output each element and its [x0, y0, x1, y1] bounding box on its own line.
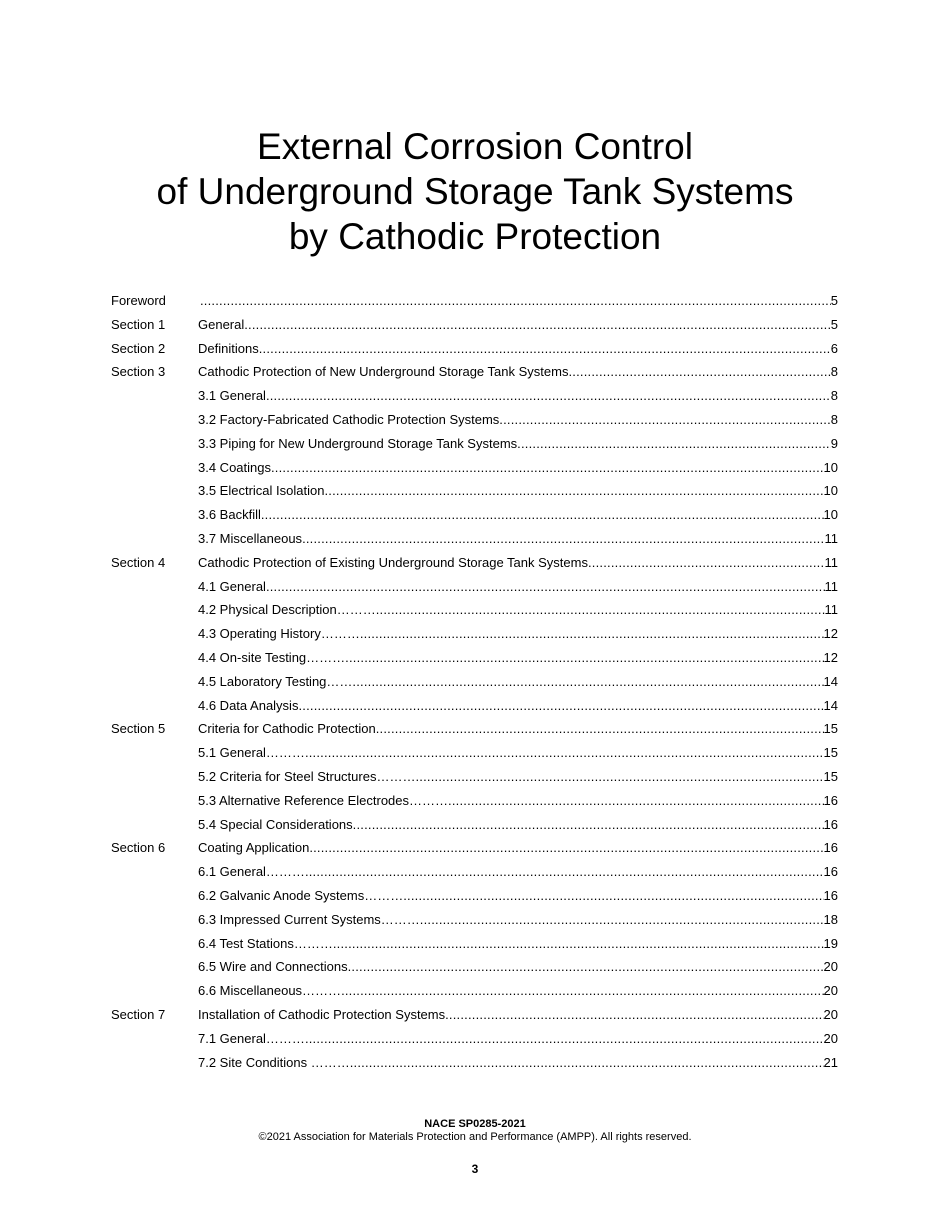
toc-entry[interactable] — [111, 979, 838, 1003]
toc-entry-body — [198, 337, 838, 361]
toc-entry-body — [198, 289, 838, 313]
toc-entry-body — [198, 1027, 838, 1051]
toc-section-label: Section 5 — [111, 721, 166, 737]
toc-entry-body — [198, 598, 838, 622]
toc-entry-title: 4.1 General — [198, 578, 266, 594]
toc-page-number: 20 — [823, 983, 838, 999]
toc-dot-leader — [568, 360, 830, 384]
toc-dot-leader — [266, 384, 831, 408]
toc-section-label: Section 3 — [111, 364, 166, 380]
toc-entry-body — [198, 741, 838, 765]
toc-dot-leader — [244, 313, 831, 337]
toc-entry[interactable] — [111, 575, 838, 599]
toc-section-label: Section 2 — [111, 340, 166, 356]
toc-entry[interactable] — [111, 955, 838, 979]
toc-entry[interactable] — [111, 1003, 838, 1027]
toc-entry[interactable] — [111, 551, 838, 575]
toc-page-number: 20 — [823, 1006, 838, 1022]
toc-entry-title: 5.2 Criteria for Steel Structures……… — [198, 768, 416, 784]
toc-entry-title: 5.4 Special Considerations — [198, 816, 353, 832]
toc-dot-leader — [324, 479, 823, 503]
toc-dot-leader — [348, 955, 824, 979]
toc-entry-body — [198, 860, 838, 884]
toc-entry-title: Cathodic Protection of New Underground Storage Tank Systems — [198, 364, 569, 380]
toc-entry-body — [198, 456, 838, 480]
toc-dot-leader — [309, 836, 823, 860]
toc-page-number: 20 — [823, 959, 838, 975]
toc-entry-title: 4.4 On-site Testing……… — [198, 649, 346, 665]
toc-entry[interactable] — [111, 670, 838, 694]
toc-page-number: 10 — [823, 459, 838, 475]
toc-page-number: 11 — [824, 530, 838, 546]
toc-dot-leader — [259, 337, 831, 361]
toc-entry-body — [198, 1003, 838, 1027]
toc-entry-body — [198, 694, 838, 718]
footer — [0, 1118, 950, 1144]
toc-dot-leader — [305, 741, 824, 765]
toc-entry[interactable] — [111, 360, 838, 384]
toc-entry-body — [198, 670, 838, 694]
toc-entry[interactable] — [111, 789, 838, 813]
toc-page-number: 15 — [823, 768, 838, 784]
toc-entry-title: General — [198, 316, 245, 332]
toc-dot-leader — [305, 1027, 824, 1051]
toc-dot-leader — [333, 932, 824, 956]
toc-entry-body — [198, 646, 838, 670]
toc-dot-leader — [376, 598, 825, 622]
toc-entry-body — [198, 479, 838, 503]
toc-dot-leader — [403, 884, 823, 908]
toc-entry-title: 4.6 Data Analysis — [198, 697, 299, 713]
toc-dot-leader — [588, 551, 825, 575]
toc-page-number: 8 — [830, 388, 838, 404]
toc-entry[interactable] — [111, 432, 838, 456]
toc-entry-body — [198, 551, 838, 575]
toc-dot-leader — [360, 622, 824, 646]
toc-dot-leader — [271, 456, 824, 480]
toc-section-label: Section 6 — [111, 840, 166, 856]
toc-entry-body — [198, 955, 838, 979]
toc-page-number: 11 — [824, 554, 838, 570]
toc-entry-title: Coating Application — [198, 840, 310, 856]
toc-entry-body — [198, 813, 838, 837]
toc-entry-title: Cathodic Protection of Existing Underground Storage Tank Systems — [198, 554, 588, 570]
title-line-3: by Cathodic Protection — [288, 216, 662, 257]
toc-entry-title: 3.3 Piping for New Underground Storage Tank Systems — [198, 435, 518, 451]
standard-number: NACE SP0285-2021 — [424, 1118, 526, 1130]
toc-entry-title: 3.2 Factory-Fabricated Cathodic Protection Systems — [198, 411, 500, 427]
toc-page-number: 18 — [823, 911, 838, 927]
toc-entry-body — [198, 979, 838, 1003]
toc-entry[interactable] — [111, 646, 838, 670]
toc-page-number: 5 — [830, 316, 838, 332]
toc-page-number: 10 — [823, 483, 838, 499]
toc-entry-body — [198, 836, 838, 860]
toc-dot-leader — [352, 670, 823, 694]
toc-entry-body — [198, 717, 838, 741]
toc-entry[interactable] — [111, 908, 838, 932]
toc-page-number: 8 — [830, 364, 838, 380]
toc-section-label: Section 4 — [111, 554, 166, 570]
toc-entry[interactable] — [111, 408, 838, 432]
toc-dot-leader — [298, 694, 823, 718]
toc-entry-body — [198, 432, 838, 456]
toc-page-number: 19 — [823, 935, 838, 951]
toc-dot-leader — [302, 527, 824, 551]
toc-page-number: 11 — [824, 578, 838, 594]
toc-entry-title: 5.3 Alternative Reference Electrodes……… — [198, 792, 449, 808]
toc-entry-body — [198, 503, 838, 527]
toc-entry-body — [198, 622, 838, 646]
toc-entry[interactable] — [111, 741, 838, 765]
toc-page-number: 20 — [823, 1030, 838, 1046]
toc-entry-body — [198, 789, 838, 813]
toc-dot-leader — [345, 646, 823, 670]
toc-entry-title: 4.5 Laboratory Testing…… — [198, 673, 353, 689]
toc-page-number: 15 — [823, 745, 838, 761]
toc-page-number: 16 — [823, 792, 838, 808]
toc-entry[interactable] — [111, 479, 838, 503]
toc-entry[interactable] — [111, 884, 838, 908]
toc-dot-leader — [445, 1003, 823, 1027]
toc-entry-title: 3.1 General — [198, 388, 266, 404]
copyright-notice: ©2021 Association for Materials Protection and Performance (AMPP). All rights reserved. — [258, 1131, 692, 1143]
toc-entry-title: 3.6 Backfill — [198, 507, 261, 523]
toc-entry-title: Criteria for Cathodic Protection — [198, 721, 376, 737]
toc-entry-title: 7.2 Site Conditions ……… — [198, 1054, 350, 1070]
toc-page-number: 16 — [823, 864, 838, 880]
toc-page-number: 11 — [824, 602, 838, 618]
toc-dot-leader — [261, 503, 824, 527]
toc-dot-leader — [266, 575, 825, 599]
toc-page-number: 12 — [823, 649, 838, 665]
toc-entry-title: 6.1 General……… — [198, 864, 305, 880]
toc-section-label: Foreword — [111, 293, 166, 308]
toc-page-number: 6 — [830, 340, 838, 356]
toc-entry[interactable] — [111, 527, 838, 551]
toc-entry[interactable] — [111, 1051, 838, 1075]
toc-dot-leader — [200, 289, 831, 313]
toc-page-number: 16 — [823, 840, 838, 856]
toc-entry[interactable] — [111, 384, 838, 408]
toc-entry-body — [198, 884, 838, 908]
toc-entry-body — [198, 1051, 838, 1075]
toc-entry-title: 3.7 Miscellaneous — [198, 530, 303, 546]
title-line-2: of Underground Storage Tank Systems — [156, 171, 794, 212]
toc-dot-leader — [353, 813, 824, 837]
toc-entry-body — [198, 384, 838, 408]
toc-dot-leader — [350, 1051, 824, 1075]
toc-entry-title: 3.4 Coatings — [198, 459, 271, 475]
toc-dot-leader — [305, 860, 824, 884]
toc-entry-title: 5.1 General……… — [198, 745, 305, 761]
toc-dot-leader — [499, 408, 830, 432]
toc-entry[interactable] — [111, 313, 838, 337]
toc-entry[interactable] — [111, 456, 838, 480]
toc-entry-body — [198, 908, 838, 932]
toc-entry[interactable] — [111, 503, 838, 527]
toc-entry-body — [198, 575, 838, 599]
toc-page-number: 14 — [823, 697, 838, 713]
toc-entry[interactable] — [111, 765, 838, 789]
toc-entry-title: 6.3 Impressed Current Systems……… — [198, 911, 420, 927]
toc-dot-leader — [415, 765, 823, 789]
toc-page-number: 8 — [830, 411, 838, 427]
toc-entry[interactable] — [111, 836, 838, 860]
toc-entry[interactable] — [111, 694, 838, 718]
toc-entry-title: Definitions — [198, 340, 259, 356]
toc-entry-title: 6.2 Galvanic Anode Systems……… — [198, 887, 404, 903]
toc-entry[interactable] — [111, 598, 838, 622]
toc-dot-leader — [376, 717, 824, 741]
page-number: 3 — [471, 1162, 479, 1176]
toc-dot-leader — [420, 908, 824, 932]
toc-entry-body — [198, 360, 838, 384]
toc-entry[interactable] — [111, 932, 838, 956]
toc-entry-title: 4.3 Operating History……… — [198, 626, 360, 642]
toc-entry[interactable] — [111, 717, 838, 741]
toc-entry-body — [198, 932, 838, 956]
toc-entry[interactable] — [111, 1027, 838, 1051]
toc-entry[interactable] — [111, 622, 838, 646]
toc-page-number: 15 — [823, 721, 838, 737]
toc-page-number: 10 — [823, 507, 838, 523]
toc-page-number: 16 — [823, 887, 838, 903]
toc-page-number: 21 — [823, 1054, 838, 1070]
toc-entry-body — [198, 527, 838, 551]
table-of-contents — [111, 289, 838, 1074]
document-title — [0, 124, 950, 259]
toc-entry-body — [198, 765, 838, 789]
toc-entry-body — [198, 408, 838, 432]
toc-entry[interactable] — [111, 289, 838, 313]
toc-page-number: 14 — [823, 673, 838, 689]
toc-entry-title: 6.4 Test Stations……… — [198, 935, 333, 951]
toc-entry[interactable] — [111, 337, 838, 361]
toc-page-number: 16 — [823, 816, 838, 832]
toc-entry-title: 4.2 Physical Description……… — [198, 602, 376, 618]
toc-page-number: 12 — [823, 626, 838, 642]
toc-page-number: 5 — [830, 293, 838, 308]
toc-entry[interactable] — [111, 860, 838, 884]
toc-entry-title: 6.6 Miscellaneous……… — [198, 983, 342, 999]
toc-dot-leader — [448, 789, 824, 813]
toc-section-label: Section 7 — [111, 1006, 166, 1022]
toc-entry-body — [198, 313, 838, 337]
toc-dot-leader — [341, 979, 823, 1003]
toc-entry-title: 6.5 Wire and Connections — [198, 959, 348, 975]
toc-page-number: 9 — [830, 435, 838, 451]
title-line-1: External Corrosion Control — [257, 126, 693, 167]
toc-section-label: Section 1 — [111, 316, 166, 332]
toc-entry-title: 7.1 General……… — [198, 1030, 305, 1046]
toc-entry-title: Installation of Cathodic Protection Systems — [198, 1006, 446, 1022]
toc-entry[interactable] — [111, 813, 838, 837]
toc-dot-leader — [517, 432, 831, 456]
toc-entry-title: 3.5 Electrical Isolation — [198, 483, 325, 499]
